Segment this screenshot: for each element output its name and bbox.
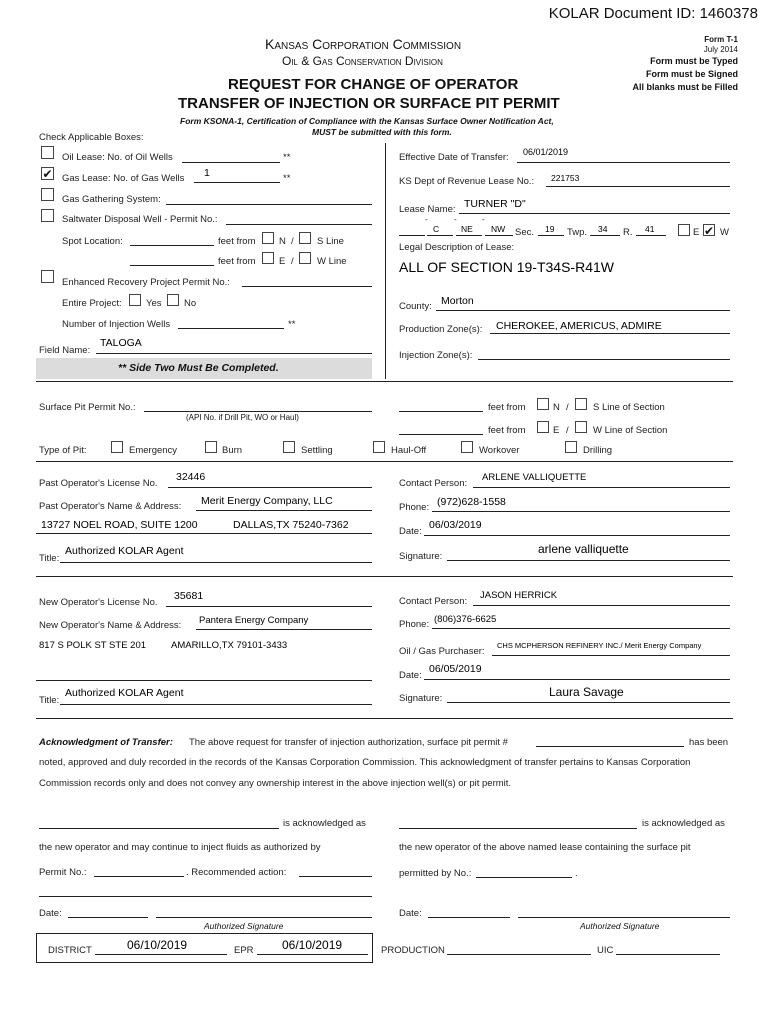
district-field[interactable] [95,954,227,955]
ks-dept-value: 221753 [551,173,580,183]
form-title-line2: TRANSFER OF INJECTION OR SURFACE PIT PERMIT [178,95,560,112]
num-injection-stars: ** [288,319,296,330]
ks-dept-field[interactable] [546,186,730,187]
past-phone-value: (972)628-1558 [437,496,506,508]
rng-label: R. [623,227,633,238]
pit-burn-checkbox[interactable] [205,441,217,453]
production-zone-value: CHEROKEE, AMERICUS, ADMIRE [496,320,662,332]
pit-e-label: E [553,425,560,436]
new-purchaser-value: CHS MCPHERSON REFINERY INC./ Merit Energy Company [497,641,702,650]
lease-name-label: Lease Name: [399,204,456,215]
ks-dept-label: KS Dept of Revenue Lease No.: [399,176,535,187]
past-contact-value: ARLENE VALLIQUETTE [482,472,587,483]
effective-date-field[interactable] [517,162,730,163]
quarter-dash-1: - [425,215,428,224]
form-title-line1: REQUEST FOR CHANGE OF OPERATOR [228,76,519,93]
past-date-field[interactable] [424,535,730,536]
spot-location-label: Spot Location: [62,236,123,247]
new-purchaser-field[interactable] [492,655,730,656]
section-divider-3 [36,576,733,577]
past-license-value: 32446 [176,471,206,483]
ack-recommended-field[interactable] [299,876,372,877]
twp-label: Twp. [567,227,588,238]
production-zone-label: Production Zone(s): [399,324,483,335]
new-name-label: New Operator's Name & Address: [39,620,182,631]
ack-right-name-field[interactable] [399,828,637,829]
new-phone-field[interactable] [432,628,730,629]
ack-left-permit-field[interactable] [94,876,184,877]
gas-gathering-field[interactable] [166,204,372,205]
rng-e-label: E [693,227,700,238]
pit-burn-label: Burn [222,445,243,456]
spot-ns-slash: / [291,236,294,247]
pit-n-checkbox[interactable] [537,398,549,410]
ack-text-line2: noted, approved and duly recorded in the records of the Kansas Corporation Commission. This acknowledgment of transfer pertains to Kansas Corporation [39,757,691,768]
pit-s-line-label: S Line of Section [593,402,665,413]
new-title-value: Authorized KOLAR Agent [65,687,184,699]
epr-value: 06/10/2019 [282,938,343,952]
rng-field[interactable] [636,235,666,236]
enhanced-permit-field[interactable] [242,286,372,287]
past-name-label: Past Operator's Name & Address: [39,501,182,512]
new-date-value: 06/05/2019 [429,663,482,675]
pit-drilling-label: Drilling [583,445,613,456]
new-signature-value: Laura Savage [549,685,624,699]
ack-right-permitted-field[interactable] [476,877,572,878]
uic-field[interactable] [616,954,720,955]
check-applicable-label: Check Applicable Boxes: [39,132,144,143]
ack-left-name-field[interactable] [39,828,279,829]
ack-left-signature-field[interactable] [156,917,372,918]
past-signature-value: arlene valliquette [538,542,629,556]
past-name-field[interactable] [196,510,372,511]
gas-lease-checkbox[interactable] [41,167,54,180]
quarter-field-2[interactable] [427,235,453,236]
gas-lease-label: Gas Lease: No. of Gas Wells [62,173,185,184]
ack-heading: Acknowledgment of Transfer: [39,737,173,748]
district-label: DISTRICT [48,945,92,956]
uic-label: UIC [597,945,614,956]
effective-date-label: Effective Date of Transfer: [399,152,509,163]
ack-right-signature-field[interactable] [518,917,730,918]
ack-right-permitted-label: permitted by No.: [399,868,472,879]
rng-e-checkbox[interactable] [678,224,690,236]
surface-pit-field[interactable] [144,411,372,412]
ack-recommended-label: . Recommended action: [186,867,287,878]
sec-value: 19 [545,224,555,234]
rng-value: 41 [645,224,655,234]
new-address-field[interactable] [36,680,372,681]
api-note: (API No. if Drill Pit, WO or Haul) [186,413,299,422]
new-purchaser-label: Oil / Gas Purchaser: [399,646,485,657]
past-address-line2: DALLAS,TX 75240-7362 [233,519,349,531]
entire-project-label: Entire Project: [62,298,122,309]
pit-w-line-label: W Line of Section [593,425,668,436]
production-field[interactable] [447,954,591,955]
past-title-field[interactable] [60,562,372,563]
past-phone-label: Phone: [399,502,430,513]
column-divider [385,143,386,379]
pit-settling-label: Settling [301,445,333,456]
ack-text-line1: The above request for transfer of injection authorization, surface pit permit # [189,737,508,748]
new-contact-field[interactable] [473,605,730,606]
new-title-label: Title: [39,695,60,706]
swd-checkbox[interactable] [41,209,54,222]
epr-label: EPR [234,945,254,956]
pit-ns-feet-field[interactable] [399,411,483,412]
county-field[interactable] [436,310,730,311]
spot-ns-feet-from: feet from [218,236,256,247]
lease-name-value: TURNER "D" [464,198,526,210]
rng-w-check-mark: ✔ [704,224,715,238]
enhanced-recovery-checkbox[interactable] [41,270,54,283]
new-date-label: Date: [399,670,422,681]
sec-field[interactable] [538,235,564,236]
new-name-value: Pantera Energy Company [199,615,309,626]
ack-text-line3: Commission records only and does not convey any ownership interest in the above injection well(s) or pit permit. [39,778,512,789]
pit-emergency-checkbox[interactable] [111,441,123,453]
swd-permit-field[interactable] [226,224,372,225]
pit-ns-slash: / [566,402,569,413]
injection-zone-field[interactable] [478,359,730,360]
twp-value: 34 [598,224,608,234]
oil-wells-stars: ** [283,152,291,163]
county-value: Morton [441,295,474,307]
entire-project-no-label: No [184,298,197,309]
swd-label: Saltwater Disposal Well - Permit No.: [62,214,218,225]
pit-s-checkbox[interactable] [575,398,587,410]
oil-wells-field[interactable] [182,162,280,163]
pit-ew-feet-from: feet from [488,425,526,436]
section-divider-4 [36,718,733,719]
pit-haul-off-checkbox[interactable] [373,441,385,453]
past-license-field[interactable] [168,487,372,488]
pit-ew-slash: / [566,425,569,436]
legal-description-label: Legal Description of Lease: [399,242,515,253]
quarter-value-4: NW [491,224,506,234]
spot-s-checkbox[interactable] [299,232,311,244]
document-id: KOLAR Document ID: 1460378 [548,5,758,22]
spot-n-label: N [279,236,286,247]
ack-left-text: the new operator and may continue to inject fluids as authorized by [39,842,321,853]
past-signature-field[interactable] [447,560,730,561]
agency-name: Kansas Corporation Commission [265,36,462,52]
gas-gathering-label: Gas Gathering System: [62,194,161,205]
pit-emergency-label: Emergency [129,445,178,456]
ack-has-been: has been [689,737,729,748]
past-date-label: Date: [399,526,422,537]
spot-w-line-label: W Line [317,256,347,267]
new-phone-value: (806)376-6625 [434,614,497,625]
pit-workover-checkbox[interactable] [461,441,473,453]
division-name: Oil & Gas Conservation Division [282,54,443,68]
rng-w-label: W [720,227,729,238]
requirement-filled: All blanks must be Filled [632,82,738,92]
past-title-label: Title: [39,553,60,564]
new-address-line2: AMARILLO,TX 79101-3433 [171,640,288,651]
new-phone-label: Phone: [399,619,430,630]
enhanced-recovery-label: Enhanced Recovery Project Permit No.: [62,277,230,288]
ack-left-date-field[interactable] [68,917,148,918]
past-date-value: 06/03/2019 [429,519,482,531]
legal-description-value: ALL OF SECTION 19-T34S-R41W [399,259,614,275]
new-license-field[interactable] [166,606,372,607]
past-title-value: Authorized KOLAR Agent [65,545,184,557]
requirement-signed: Form must be Signed [645,69,738,79]
lease-name-field[interactable] [459,213,730,214]
entire-project-yes-label: Yes [146,298,162,309]
new-contact-label: Contact Person: [399,596,468,607]
past-license-label: Past Operator's License No. [39,478,158,489]
effective-date-value: 06/01/2019 [523,147,569,157]
gas-lease-check-mark: ✔ [42,167,53,181]
pit-type-label: Type of Pit: [39,445,87,456]
quarter-dash-3: - [482,215,485,224]
injection-zone-label: Injection Zone(s): [399,350,473,361]
pit-drilling-checkbox[interactable] [565,441,577,453]
district-value: 06/10/2019 [127,938,188,952]
pit-workover-label: Workover [479,445,520,456]
num-injection-field[interactable] [178,328,284,329]
sec-label: Sec. [515,227,535,238]
field-name-label: Field Name: [39,345,91,356]
new-title-field[interactable] [60,704,372,705]
production-zone-field[interactable] [490,333,730,334]
ack-right-date-label: Date: [399,908,422,919]
ack-right-is-acknowledged: is acknowledged as [642,818,725,829]
ack-left-permit-label: Permit No.: [39,867,87,878]
county-label: County: [399,301,432,312]
ack-right-auth-signature: Authorized Signature [580,921,660,931]
spot-s-line-label: S Line [317,236,344,247]
quarter-field-4[interactable] [485,235,513,236]
pit-haul-off-label: Haul-Off [391,445,427,456]
oil-lease-checkbox[interactable] [41,146,54,159]
past-phone-field[interactable] [432,511,730,512]
quarter-field-3[interactable] [456,235,482,236]
entire-project-yes-checkbox[interactable] [129,294,141,306]
quarter-value-2: C [433,224,440,234]
pit-n-label: N [553,402,560,413]
rng-w-checkbox[interactable] [703,224,715,236]
ack-left-is-acknowledged: is acknowledged as [283,818,366,829]
ack-recommended-field-2[interactable] [39,896,372,897]
pit-settling-checkbox[interactable] [283,441,295,453]
spot-e-checkbox[interactable] [262,252,274,264]
surface-pit-label: Surface Pit Permit No.: [39,402,136,413]
side-two-text: ** Side Two Must Be Completed. [118,362,279,374]
past-contact-field[interactable] [473,487,730,488]
spot-w-checkbox[interactable] [299,252,311,264]
ack-right-text: the new operator of the above named lease containing the surface pit [399,842,691,853]
ack-right-period: . [575,868,578,879]
new-signature-field[interactable] [447,702,730,703]
spot-e-label: E [279,256,286,267]
field-name-value: TALOGA [100,337,142,349]
ack-left-date-label: Date: [39,908,62,919]
production-label: PRODUCTION [381,945,445,956]
past-signature-label: Signature: [399,551,443,562]
spot-n-checkbox[interactable] [262,232,274,244]
pit-e-checkbox[interactable] [537,421,549,433]
quarter-dash-2: - [454,215,457,224]
new-name-field[interactable] [196,629,372,630]
new-address-line1: 817 S POLK ST STE 201 [39,640,147,651]
quarter-value-3: NE [461,224,473,234]
section-divider-2 [36,461,733,462]
spot-ew-feet-field[interactable] [130,265,214,266]
form-date: July 2014 [703,45,738,54]
past-contact-label: Contact Person: [399,478,468,489]
ack-left-auth-signature: Authorized Signature [204,921,284,931]
new-signature-label: Signature: [399,693,443,704]
entire-project-no-checkbox[interactable] [167,294,179,306]
past-address-line1: 13727 NOEL ROAD, SUITE 1200 [41,519,198,531]
gas-wells-field[interactable] [194,182,280,183]
form-number: Form T-1 [704,35,738,44]
spot-ew-feet-from: feet from [218,256,256,267]
oil-lease-label: Oil Lease: No. of Oil Wells [62,152,173,163]
new-license-value: 35681 [174,590,204,602]
num-injection-label: Number of Injection Wells [62,319,171,330]
new-license-label: New Operator's License No. [39,597,158,608]
spot-ew-slash: / [291,256,294,267]
field-name-field[interactable] [96,353,372,354]
gas-gathering-checkbox[interactable] [41,188,54,201]
past-address-field[interactable] [36,533,372,534]
twp-field[interactable] [590,235,620,236]
gas-wells-stars: ** [283,173,291,184]
subtitle-line2: MUST be submitted with this form. [312,127,452,137]
pit-w-checkbox[interactable] [575,421,587,433]
ack-right-date-field[interactable] [428,917,510,918]
section-divider-1 [36,381,733,382]
new-contact-value: JASON HERRICK [480,590,558,601]
quarter-field-1[interactable] [399,235,425,236]
subtitle-line1: Form KSONA-1, Certification of Compliance with the Kansas Surface Owner Notification Act, [180,116,554,126]
past-name-value: Merit Energy Company, LLC [201,495,333,507]
gas-wells-value: 1 [204,167,210,179]
requirement-typed: Form must be Typed [650,56,738,66]
pit-ns-feet-from: feet from [488,402,526,413]
ack-permit-field[interactable] [536,746,684,747]
spot-ns-feet-field[interactable] [130,245,214,246]
epr-field[interactable] [257,954,368,955]
new-date-field[interactable] [424,679,730,680]
pit-ew-feet-field[interactable] [399,434,483,435]
